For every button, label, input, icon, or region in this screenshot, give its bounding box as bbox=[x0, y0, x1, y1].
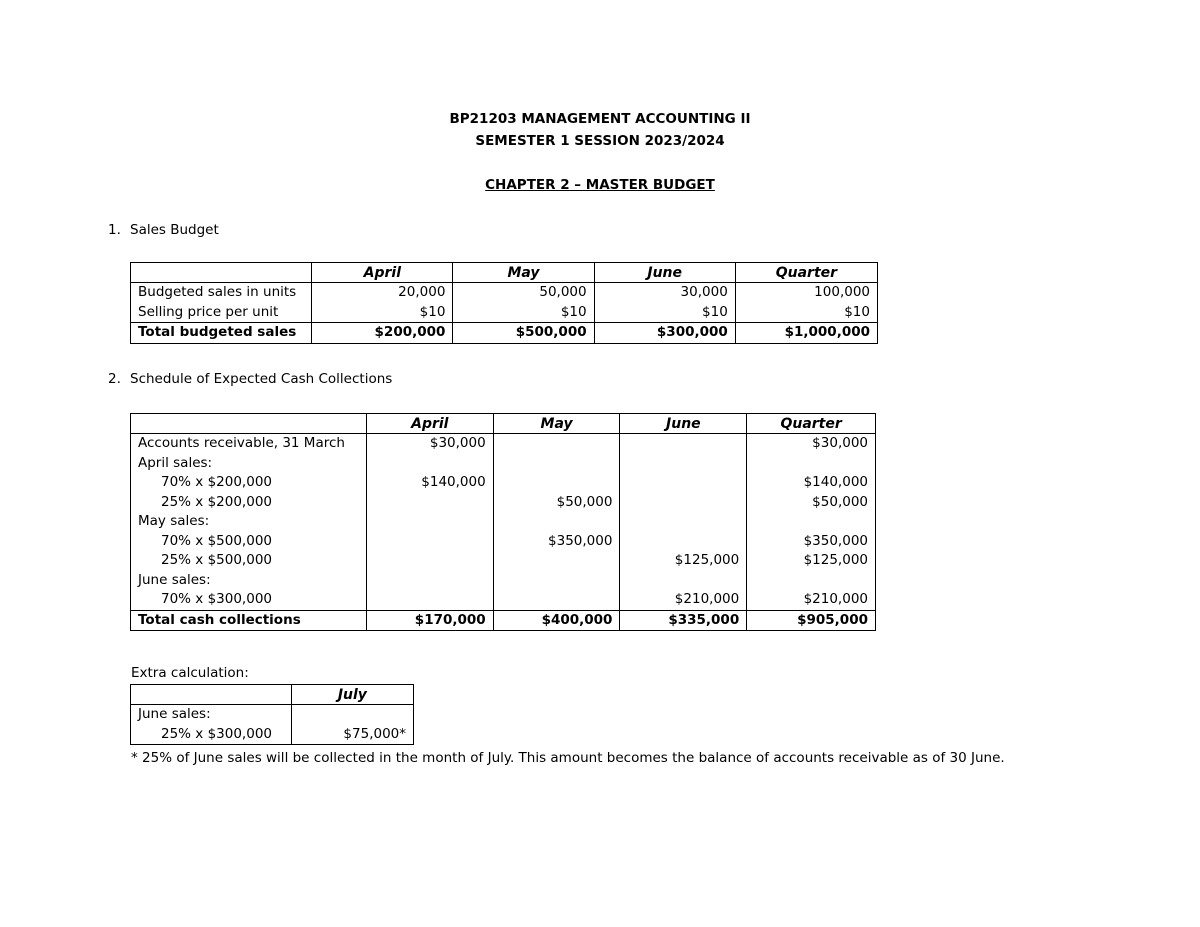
row-label: May sales: bbox=[131, 512, 367, 532]
row-label: June sales: bbox=[131, 571, 367, 591]
cell: $50,000 bbox=[493, 493, 620, 513]
cell: $30,000 bbox=[747, 434, 876, 454]
cell bbox=[366, 551, 493, 571]
section-1-title: Sales Budget bbox=[130, 222, 219, 238]
cell: $905,000 bbox=[747, 610, 876, 631]
blank-header bbox=[131, 414, 367, 434]
cell: $300,000 bbox=[594, 323, 735, 344]
cell bbox=[366, 454, 493, 474]
table-header-row bbox=[131, 414, 876, 434]
table-row bbox=[131, 283, 878, 303]
cell: $10 bbox=[735, 303, 877, 323]
table-row bbox=[131, 303, 878, 323]
cell: $30,000 bbox=[366, 434, 493, 454]
table-row bbox=[131, 725, 414, 745]
cell bbox=[747, 454, 876, 474]
row-label: 70% x $500,000 bbox=[131, 532, 367, 552]
cell bbox=[493, 512, 620, 532]
table-row bbox=[131, 590, 876, 610]
table-row bbox=[131, 454, 876, 474]
cell: $350,000 bbox=[493, 532, 620, 552]
cell bbox=[493, 551, 620, 571]
cell: $140,000 bbox=[366, 473, 493, 493]
col-header: April bbox=[312, 263, 453, 283]
extra-calculation-label: Extra calculation: bbox=[131, 665, 249, 681]
table-row bbox=[131, 571, 876, 591]
cell: $10 bbox=[594, 303, 735, 323]
cell bbox=[620, 454, 747, 474]
row-label: June sales: bbox=[131, 705, 292, 725]
sales-budget-table bbox=[130, 262, 878, 344]
col-header: Quarter bbox=[735, 263, 877, 283]
cell: $400,000 bbox=[493, 610, 620, 631]
section-2-number: 2. bbox=[108, 371, 121, 387]
cell bbox=[493, 590, 620, 610]
cell: $210,000 bbox=[747, 590, 876, 610]
cell bbox=[291, 705, 413, 725]
col-header: May bbox=[453, 263, 594, 283]
cell bbox=[366, 532, 493, 552]
table-header-row bbox=[131, 263, 878, 283]
cell bbox=[620, 493, 747, 513]
cell: 100,000 bbox=[735, 283, 877, 303]
cell: $350,000 bbox=[747, 532, 876, 552]
cell: $125,000 bbox=[620, 551, 747, 571]
table-row bbox=[131, 434, 876, 454]
cell bbox=[747, 571, 876, 591]
cell bbox=[620, 571, 747, 591]
col-header: April bbox=[366, 414, 493, 434]
cell bbox=[620, 512, 747, 532]
cell bbox=[493, 434, 620, 454]
cash-collections-table bbox=[130, 413, 876, 631]
cell: $125,000 bbox=[747, 551, 876, 571]
cell: 50,000 bbox=[453, 283, 594, 303]
row-label: April sales: bbox=[131, 454, 367, 474]
row-label: 25% x $200,000 bbox=[131, 493, 367, 513]
extra-calculation-table bbox=[130, 684, 414, 745]
cell: $10 bbox=[453, 303, 594, 323]
col-header: June bbox=[620, 414, 747, 434]
cell bbox=[366, 493, 493, 513]
row-label: 70% x $300,000 bbox=[131, 590, 367, 610]
cell: $50,000 bbox=[747, 493, 876, 513]
cell: $75,000* bbox=[291, 725, 413, 745]
cell: $200,000 bbox=[312, 323, 453, 344]
footnote: * 25% of June sales will be collected in the month of July. This amount becomes the balance of accounts receivable as of 30 June. bbox=[131, 750, 1005, 766]
row-label: Budgeted sales in units bbox=[131, 283, 312, 303]
cell: $140,000 bbox=[747, 473, 876, 493]
cell bbox=[493, 473, 620, 493]
section-2-title: Schedule of Expected Cash Collections bbox=[130, 371, 393, 387]
col-header: June bbox=[594, 263, 735, 283]
blank-header bbox=[131, 263, 312, 283]
row-label: 70% x $200,000 bbox=[131, 473, 367, 493]
col-header: Quarter bbox=[747, 414, 876, 434]
row-label: Total budgeted sales bbox=[131, 323, 312, 344]
row-label: Accounts receivable, 31 March bbox=[131, 434, 367, 454]
table-row bbox=[131, 532, 876, 552]
table-row bbox=[131, 493, 876, 513]
section-1-heading bbox=[108, 222, 219, 238]
cell bbox=[366, 590, 493, 610]
section-1-number: 1. bbox=[108, 222, 121, 238]
row-label: 25% x $500,000 bbox=[131, 551, 367, 571]
col-header: May bbox=[493, 414, 620, 434]
cell: $335,000 bbox=[620, 610, 747, 631]
table-row bbox=[131, 512, 876, 532]
cell bbox=[366, 512, 493, 532]
col-header: July bbox=[291, 685, 413, 705]
cell bbox=[620, 532, 747, 552]
cell: $10 bbox=[312, 303, 453, 323]
row-label: Total cash collections bbox=[131, 610, 367, 631]
cell: 30,000 bbox=[594, 283, 735, 303]
semester-title: SEMESTER 1 SESSION 2023/2024 bbox=[475, 133, 725, 149]
table-row bbox=[131, 551, 876, 571]
cell: $170,000 bbox=[366, 610, 493, 631]
table-header-row bbox=[131, 685, 414, 705]
cell bbox=[620, 473, 747, 493]
cell: $210,000 bbox=[620, 590, 747, 610]
section-2-heading bbox=[108, 371, 392, 387]
chapter-title: CHAPTER 2 – MASTER BUDGET bbox=[485, 177, 715, 193]
cell bbox=[747, 512, 876, 532]
blank-header bbox=[131, 685, 292, 705]
cell bbox=[366, 571, 493, 591]
cell: $1,000,000 bbox=[735, 323, 877, 344]
cell: 20,000 bbox=[312, 283, 453, 303]
table-row bbox=[131, 705, 414, 725]
row-label: 25% x $300,000 bbox=[131, 725, 292, 745]
total-row bbox=[131, 610, 876, 631]
cell bbox=[493, 571, 620, 591]
table-row bbox=[131, 473, 876, 493]
cell bbox=[620, 434, 747, 454]
row-label: Selling price per unit bbox=[131, 303, 312, 323]
total-row bbox=[131, 323, 878, 344]
cell bbox=[493, 454, 620, 474]
cell: $500,000 bbox=[453, 323, 594, 344]
course-title: BP21203 MANAGEMENT ACCOUNTING II bbox=[449, 111, 751, 127]
